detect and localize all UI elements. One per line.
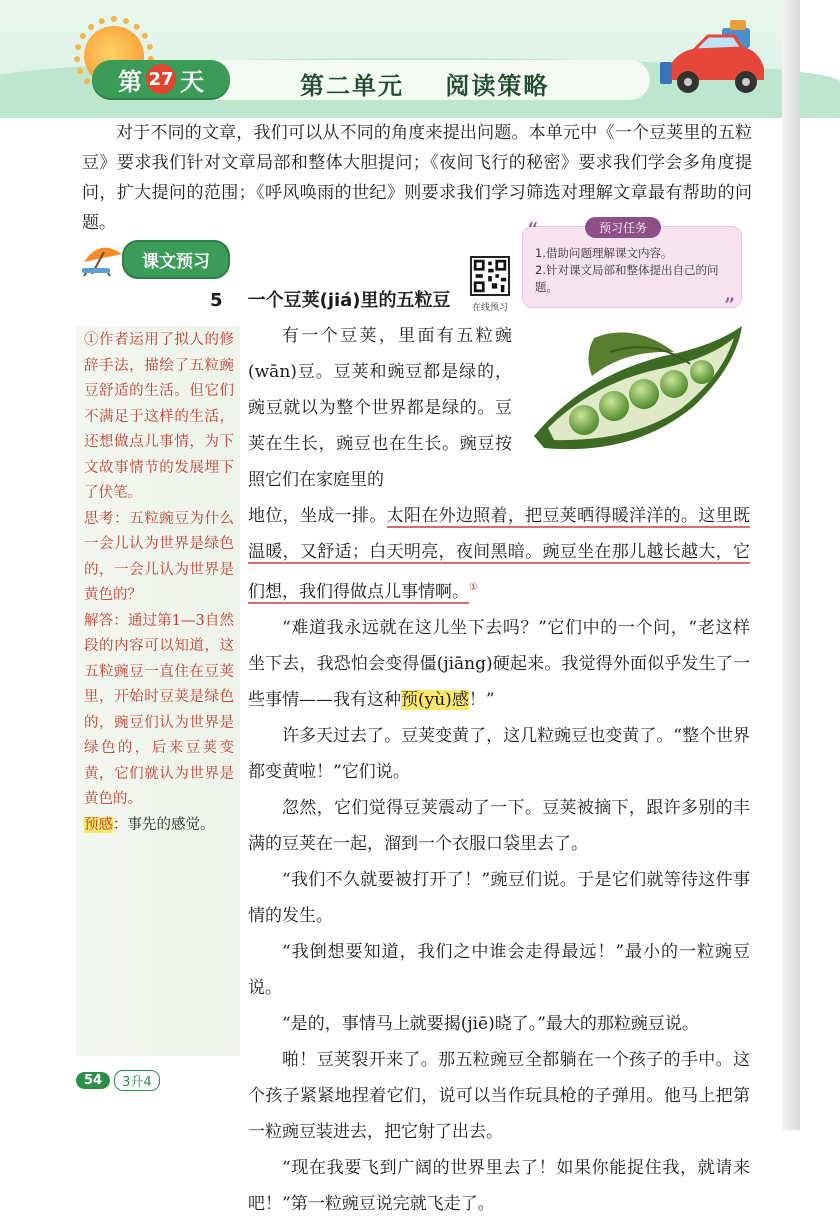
car-icon <box>660 20 770 100</box>
footnote-mark: ① <box>469 582 478 593</box>
preview-task-box <box>522 219 742 320</box>
task-title: 预习任务 <box>585 217 661 238</box>
paragraph-6: “我倒想要知道，我们之中谁会走得最远！”最小的一粒豌豆说。 <box>248 941 750 998</box>
preview-section-tag <box>78 242 230 276</box>
page-header <box>0 0 800 110</box>
paragraph-5: “我们不久就要被打开了！”豌豆们说。于是它们就等待这件事情的发生。 <box>248 869 750 926</box>
task-list <box>535 245 735 296</box>
qr-code-icon[interactable] <box>470 256 510 296</box>
umbrella-icon <box>78 242 128 276</box>
paragraph-8: 啪！豆荚裂开来了。那五粒豌豆全都躺在一个孩子的手中。这个孩子紧紧地捏着它们，说可以当作玩具枪的子弹用。他马上把第一粒豌豆装进去，把它射了出去。 <box>248 1049 750 1142</box>
paragraph-4: 忽然，它们觉得豆荚震动了一下。豆荚被摘下，跟许多别的丰满的豆荚在一起，溜到一个衣服口袋里去了。 <box>248 797 750 854</box>
paragraph-9: “现在我要飞到广阔的世界里去了！如果你能捉住我，就请来吧！”第一粒豌豆说完就飞走了。 <box>248 1157 750 1214</box>
paragraph-1-lead: 地位，坐成一排。 <box>248 506 387 526</box>
day-number: 27 <box>146 64 176 94</box>
day-prefix: 第 <box>118 67 142 96</box>
paragraph-3: 许多天过去了。豆荚变黄了，这几粒豌豆也变黄了。“整个世界都变黄啦！”它们说。 <box>248 725 750 782</box>
paragraph-1-rest <box>248 498 750 610</box>
preview-label: 课文预习 <box>122 240 230 279</box>
paragraph-7: “是的，事情马上就要揭(jiē)晓了。”最大的那粒豌豆说。 <box>282 1013 699 1034</box>
highlighted-word: 预(yù)感 <box>401 689 469 710</box>
close-quote-icon: ” <box>723 295 735 320</box>
paragraph-1-top: 有一个豆荚，里面有五粒豌(wān)豆。豆荚和豌豆都是绿的，豌豆就以为整个世界都是绿的。豆荚在生长，豌豆也在生长。豌豆按照它们在家庭里的 <box>248 326 512 490</box>
page-number: 54 <box>76 1072 110 1089</box>
day-badge <box>92 60 230 98</box>
qr-label: 在线预习 <box>471 303 508 313</box>
page-footer <box>76 1070 160 1091</box>
unit-intro: 对于不同的文章，我们可以从不同的角度来提出问题。本单元中《一个豆荚里的五粒豆》要求我们针对文章局部和整体大胆提问；《夜间飞行的秘密》要求我们学会多角度提问，扩大提问的范围；《呼风唤雨的世纪》则要求我们学习筛选对理解文章最有帮助的问题。 <box>82 123 752 233</box>
annotation-notes <box>84 328 234 838</box>
think-question: 思考：五粒豌豆为什么一会儿认为世界是绿色的，一会儿认为世界是黄色的？ <box>84 510 234 603</box>
lesson-title: 5 一个豆荚(jiá)里的五粒豆 <box>210 290 451 311</box>
task-item: 1.借助问题理解课文内容。 <box>535 246 673 260</box>
day-suffix: 天 <box>180 67 204 96</box>
annotation-1: ①作者运用了拟人的修辞手法，描绘了五粒豌豆舒适的生活。但它们不满足于这样的生活，还想做点儿事情，为下文故事情节的发展埋下了伏笔。 <box>84 332 234 501</box>
vocab-definition: ：事先的感觉。 <box>113 816 215 833</box>
page-edge <box>782 0 800 1130</box>
vocab-note <box>84 813 234 839</box>
paragraph-2: “难道我永远就在这儿坐下去吗？”它们中的一个问，“老这样坐下去，我恐怕会变得僵(jiāng)硬起来。我觉得外面似乎发生了一些事情——我有这种预(yù)感！” <box>248 617 750 710</box>
open-quote-icon: “ <box>527 219 539 244</box>
unit-title: 第二单元 阅读策略 <box>300 72 550 100</box>
vocab-term: 预感 <box>84 816 113 833</box>
grade-badge: 3升4 <box>114 1070 160 1091</box>
lesson-body <box>248 318 750 1222</box>
task-item: 2.针对课文局部和整体提出自己的问题。 <box>535 263 719 294</box>
underlined-sentence: 太阳在外边照着，把豆荚晒得暖洋洋的。这里既温暖，又舒适；白天明亮，夜间黑暗。豌豆坐在那儿越长越大，它们想，我们得做点儿事情啊。 <box>248 506 751 602</box>
think-answer: 解答：通过第1—3自然段的内容可以知道，这五粒豌豆一直住在豆荚里，开始时豆荚是绿色的，豌豆们认为世界是绿色的，后来豆荚变黄，它们就认为世界是黄色的。 <box>84 612 234 807</box>
